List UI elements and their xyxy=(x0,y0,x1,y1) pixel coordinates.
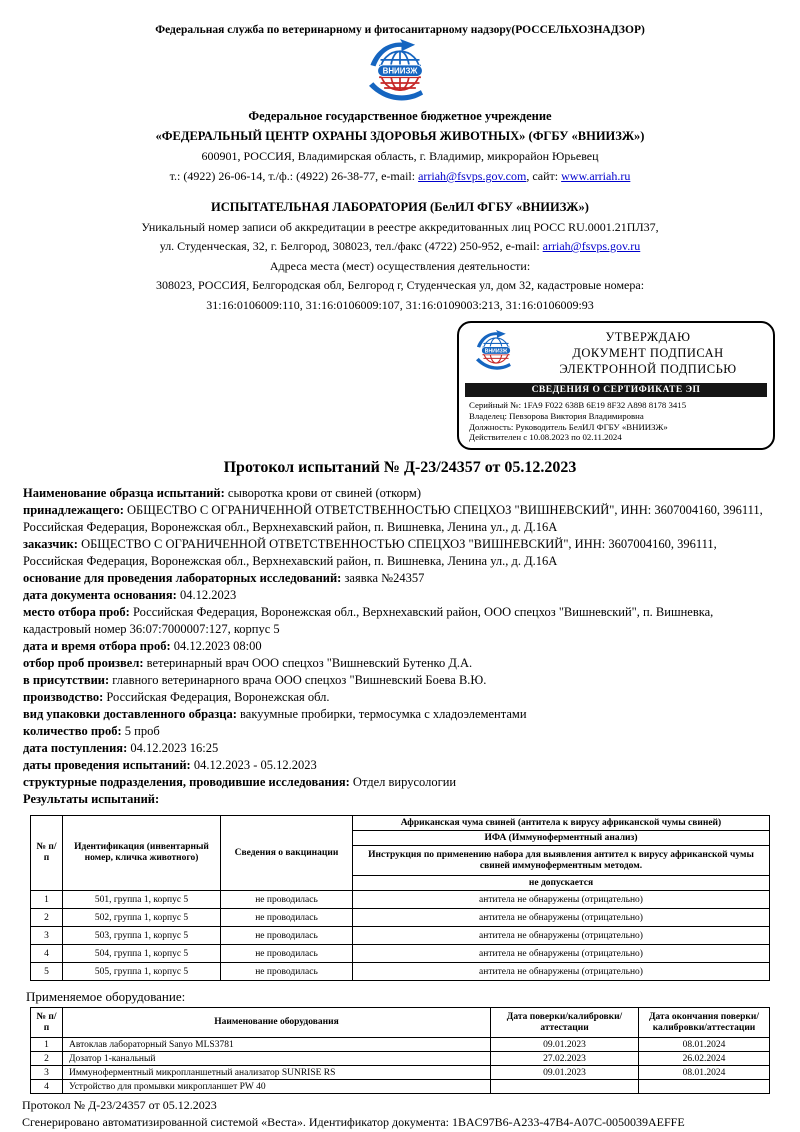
results-row-cell: 1 xyxy=(31,891,63,909)
field-value: ветеринарный врач ООО спецхоз "Вишневский Бутенко Д.А. xyxy=(146,656,473,671)
field-label: основание для проведения лабораторных исследований: xyxy=(23,571,342,586)
equipment-row-cell: Дозатор 1-канальный xyxy=(63,1052,491,1066)
vniizh-logo-icon xyxy=(469,330,523,370)
results-row-cell: 505, группа 1, корпус 5 xyxy=(63,963,221,981)
equipment-header-num: № п/п xyxy=(31,1008,63,1038)
results-row-cell: антитела не обнаружены (отрицательно) xyxy=(353,891,770,909)
results-row-cell: 504, группа 1, корпус 5 xyxy=(63,945,221,963)
field-label: структурные подразделения, проводившие исследования: xyxy=(23,775,350,790)
field-value: вакуумные пробирки, термосумка с хладоэлементами xyxy=(240,707,527,722)
equipment-table-body xyxy=(31,1038,770,1094)
equipment-row-cell: Иммуноферментный микропланшетный анализатор SUNRISE RS xyxy=(63,1066,491,1080)
lab-cadastral-numbers: 31:16:0106009:110, 31:16:0106009:107, 31:16:0109003:213, 31:16:0106009:93 xyxy=(206,297,594,312)
lab-activity-address: 308023, РОССИЯ, Белгородская обл, Белгород г, Студенческая ул, дом 32, кадастровые номера: xyxy=(155,278,645,292)
equipment-header-calibration-date: Дата поверки/калибровки/аттестации xyxy=(491,1008,639,1038)
results-header-identification: Идентификация (инвентарный номер, кличка животного) xyxy=(63,816,221,891)
field-line xyxy=(23,638,776,655)
results-table-body xyxy=(31,891,770,981)
equipment-row-cell: 4 xyxy=(31,1080,63,1094)
field-value: 04.12.2023 08:00 xyxy=(173,639,262,654)
stamp-owner: Владелец: Певзорова Виктория Владимировна xyxy=(469,410,644,421)
field-value: 5 проб xyxy=(124,724,160,739)
field-value: ОБЩЕСТВО С ОГРАНИЧЕННОЙ ОТВЕТСТВЕННОСТЬЮ СПЕЦХОЗ "ВИШНЕВСКИЙ", ИНН: 3607004160, 396111, Российская Федерация, Воронежская обл., Верхнехавский район, п. Вишневка, Ленина ул., д. Д.16А xyxy=(23,537,717,569)
equipment-table xyxy=(30,1007,770,1094)
field-label: отбор проб произвел: xyxy=(23,656,144,671)
org-type: Федеральное государственное бюджетное учреждение xyxy=(248,109,552,123)
results-row-cell: антитела не обнаружены (отрицательно) xyxy=(353,963,770,981)
results-row-cell: антитела не обнаружены (отрицательно) xyxy=(353,909,770,927)
stamp-cert-details xyxy=(459,400,773,443)
document-title: Протокол испытаний № Д-23/24357 от 05.12.2023 xyxy=(223,459,577,477)
field-value: 04.12.2023 xyxy=(179,588,237,603)
equipment-row-cell: 09.01.2023 xyxy=(491,1038,639,1052)
field-value: главного ветеринарного врача ООО спецхоз "Вишневский Боева В.Ю. xyxy=(112,673,487,688)
field-line xyxy=(23,774,776,791)
equipment-section-title: Применяемое оборудование: xyxy=(26,989,186,1005)
field-value: Отдел вирусологии xyxy=(352,775,457,790)
equipment-row xyxy=(31,1052,770,1066)
results-header-nd-document: Инструкция по применению набора для выявления антител к вирусу африканской чумы свиней иммуноферментным методом. xyxy=(353,846,770,876)
stamp-cert-header: СВЕДЕНИЯ О СЕРТИФИКАТЕ ЭП xyxy=(465,383,767,397)
footer-protocol-ref: Протокол № Д-23/24357 от 05.12.2023 xyxy=(22,1098,217,1113)
results-header-num: № п/п xyxy=(31,816,63,891)
equipment-row-cell: 09.01.2023 xyxy=(491,1066,639,1080)
stamp-validity: Действителен с 10.08.2023 по 02.11.2024 xyxy=(469,432,622,443)
results-row xyxy=(31,963,770,981)
field-value: сыворотка крови от свиней (откорм) xyxy=(227,486,421,501)
results-row-cell: 502, группа 1, корпус 5 xyxy=(63,909,221,927)
field-value: Российская Федерация, Воронежская обл. xyxy=(106,690,330,705)
field-label: Наименование образца испытаний: xyxy=(23,486,225,501)
field-label: дата и время отбора проб: xyxy=(23,639,171,654)
results-row-cell: не проводилась xyxy=(221,891,353,909)
field-value: 04.12.2023 - 05.12.2023 xyxy=(193,758,317,773)
results-header-method: ИФА (Иммуноферментный анализ) xyxy=(353,831,770,846)
equipment-row-cell: Автоклав лабораторный Sanyo MLS3781 xyxy=(63,1038,491,1052)
lab-activity-label: Адреса места (мест) осуществления деятельности: xyxy=(269,258,531,273)
field-label: в присутствии: xyxy=(23,673,110,688)
field-label: вид упаковки доставленного образца: xyxy=(23,707,237,722)
stamp-signed-line1: ДОКУМЕНТ ПОДПИСАН xyxy=(572,346,724,360)
field-label: место отбора проб: xyxy=(23,605,130,620)
field-line xyxy=(23,706,776,723)
results-row-cell: 2 xyxy=(31,909,63,927)
org-address: 600901, РОССИЯ, Владимирская область, г. Владимир, микрорайон Юрьевец xyxy=(201,149,599,163)
equipment-header-calibration-end-date: Дата окончания поверки/калибровки/аттестации xyxy=(639,1008,770,1038)
results-row-cell: 501, группа 1, корпус 5 xyxy=(63,891,221,909)
field-label: заказчик: xyxy=(23,537,78,552)
field-label: количество проб: xyxy=(23,724,122,739)
org-contacts-prefix: т.: (4922) 26-06-14, т./ф.: (4922) 26-38-77, e-mail: xyxy=(169,169,419,183)
field-value: ОБЩЕСТВО С ОГРАНИЧЕННОЙ ОТВЕТСТВЕННОСТЬЮ СПЕЦХОЗ "ВИШНЕВСКИЙ", ИНН: 3607004160, 396111, Российская Федерация, Воронежская обл., Верхнехавский район, п. Вишневка, Ленина ул., д. Д.16А xyxy=(23,503,763,535)
lab-header-block xyxy=(0,198,800,315)
results-row xyxy=(31,945,770,963)
stamp-position: Должность: Руководитель БелИЛ ФГБУ «ВНИИЗЖ» xyxy=(469,421,668,432)
results-row-cell: 4 xyxy=(31,945,63,963)
stamp-signed-line2: ЭЛЕКТРОННОЙ ПОДПИСЬЮ xyxy=(559,362,737,376)
org-header-block xyxy=(0,106,800,186)
results-table xyxy=(30,815,770,981)
org-name: «ФЕДЕРАЛЬНЫЙ ЦЕНТР ОХРАНЫ ЗДОРОВЬЯ ЖИВОТНЫХ» (ФГБУ «ВНИИЗЖ») xyxy=(155,129,645,143)
field-line xyxy=(23,502,776,536)
field-value: Российская Федерация, Воронежская обл., Верхнехавский район, ООО спецхоз "Вишневский", п. Вишневка, кадастровый номер 36:07:7000007:127, корпус 5 xyxy=(23,605,714,637)
equipment-row xyxy=(31,1080,770,1094)
results-row xyxy=(31,891,770,909)
equipment-row xyxy=(31,1066,770,1080)
org-email-link[interactable]: arriah@fsvps.gov.com xyxy=(418,169,527,183)
field-label: производство: xyxy=(23,690,104,705)
field-line xyxy=(23,723,776,740)
field-label: дата документа основания: xyxy=(23,588,177,603)
lab-accreditation: Уникальный номер записи об аккредитации в реестре аккредитованных лиц РОСС RU.0001.21ПЛ37, xyxy=(141,219,659,234)
field-line xyxy=(23,655,776,672)
results-row-cell: не проводилась xyxy=(221,909,353,927)
field-value: заявка №24357 xyxy=(344,571,425,586)
field-line xyxy=(23,587,776,604)
results-row-cell: антитела не обнаружены (отрицательно) xyxy=(353,927,770,945)
equipment-row-cell: 1 xyxy=(31,1038,63,1052)
field-label: принадлежащего: xyxy=(23,503,124,518)
field-label: дата поступления: xyxy=(23,741,128,756)
field-line xyxy=(23,570,776,587)
field-line xyxy=(23,757,776,774)
results-row xyxy=(31,909,770,927)
results-row-cell: 503, группа 1, корпус 5 xyxy=(63,927,221,945)
field-label: Результаты испытаний: xyxy=(23,792,160,807)
field-line xyxy=(23,536,776,570)
lab-address-prefix: ул. Студенческая, 32, г. Белгород, 308023, тел./факс (4722) 250-952, e-mail: xyxy=(159,239,543,253)
results-header-vaccination: Сведения о вакцинации xyxy=(221,816,353,891)
equipment-row-cell xyxy=(491,1080,639,1094)
equipment-row-cell: 27.02.2023 xyxy=(491,1052,639,1066)
results-row xyxy=(31,927,770,945)
lab-address xyxy=(0,237,800,257)
equipment-row-cell xyxy=(639,1080,770,1094)
approval-stamp xyxy=(457,321,775,450)
results-header-disease: Африканская чума свиней (антитела к вирусу африканской чумы свиней) xyxy=(353,816,770,831)
equipment-row xyxy=(31,1038,770,1052)
svg-text:ВНИИЗЖ: ВНИИЗЖ xyxy=(484,348,508,355)
equipment-row-cell: 3 xyxy=(31,1066,63,1080)
field-line xyxy=(23,672,776,689)
svg-text:ВНИИЗЖ: ВНИИЗЖ xyxy=(382,66,418,76)
lab-title: ИСПЫТАТЕЛЬНАЯ ЛАБОРАТОРИЯ (БелИЛ ФГБУ «ВНИИЗЖ») xyxy=(211,200,589,214)
footer xyxy=(0,1094,800,1130)
equipment-row-cell: Устройство для промывки микропланшет PW 40 xyxy=(63,1080,491,1094)
vniizh-logo xyxy=(0,39,800,106)
field-line xyxy=(23,485,776,502)
stamp-approve-label: УТВЕРЖДАЮ xyxy=(605,330,691,344)
results-header-norm: не допускается xyxy=(353,876,770,891)
field-line xyxy=(23,791,776,808)
org-contacts xyxy=(0,166,800,186)
equipment-row-cell: 08.01.2024 xyxy=(639,1038,770,1052)
results-row-cell: антитела не обнаружены (отрицательно) xyxy=(353,945,770,963)
field-line xyxy=(23,740,776,757)
results-row-cell: не проводилась xyxy=(221,927,353,945)
equipment-row-cell: 08.01.2024 xyxy=(639,1066,770,1080)
stamp-serial: Серийный №: 1FA9 F022 638B 6E19 8F32 A898 8178 3415 xyxy=(469,400,687,410)
vniizh-logo-icon xyxy=(356,39,444,101)
fields xyxy=(0,477,800,808)
org-site-link[interactable]: www.arriah.ru xyxy=(561,169,631,183)
equipment-row-cell: 2 xyxy=(31,1052,63,1066)
lab-email-link[interactable]: arriah@fsvps.gov.ru xyxy=(542,239,641,253)
field-label: даты проведения испытаний: xyxy=(23,758,191,773)
field-line xyxy=(23,689,776,706)
agency-header: Федеральная служба по ветеринарному и фитосанитарному надзору(РОССЕЛЬХОЗНАДЗОР) xyxy=(155,24,645,36)
results-row-cell: 3 xyxy=(31,927,63,945)
results-row-cell: не проводилась xyxy=(221,963,353,981)
equipment-row-cell: 26.02.2024 xyxy=(639,1052,770,1066)
results-row-cell: не проводилась xyxy=(221,945,353,963)
equipment-header-name: Наименование оборудования xyxy=(63,1008,491,1038)
org-contacts-middle: , сайт: xyxy=(526,169,562,183)
footer-generated-line: Сгенерировано автоматизированной системой «Веста». Идентификатор документа: 1BAC97B6-A233-47B4-A07C-0050039AEFFE xyxy=(22,1114,685,1129)
results-row-cell: 5 xyxy=(31,963,63,981)
field-value: 04.12.2023 16:25 xyxy=(130,741,219,756)
field-line xyxy=(23,604,776,638)
